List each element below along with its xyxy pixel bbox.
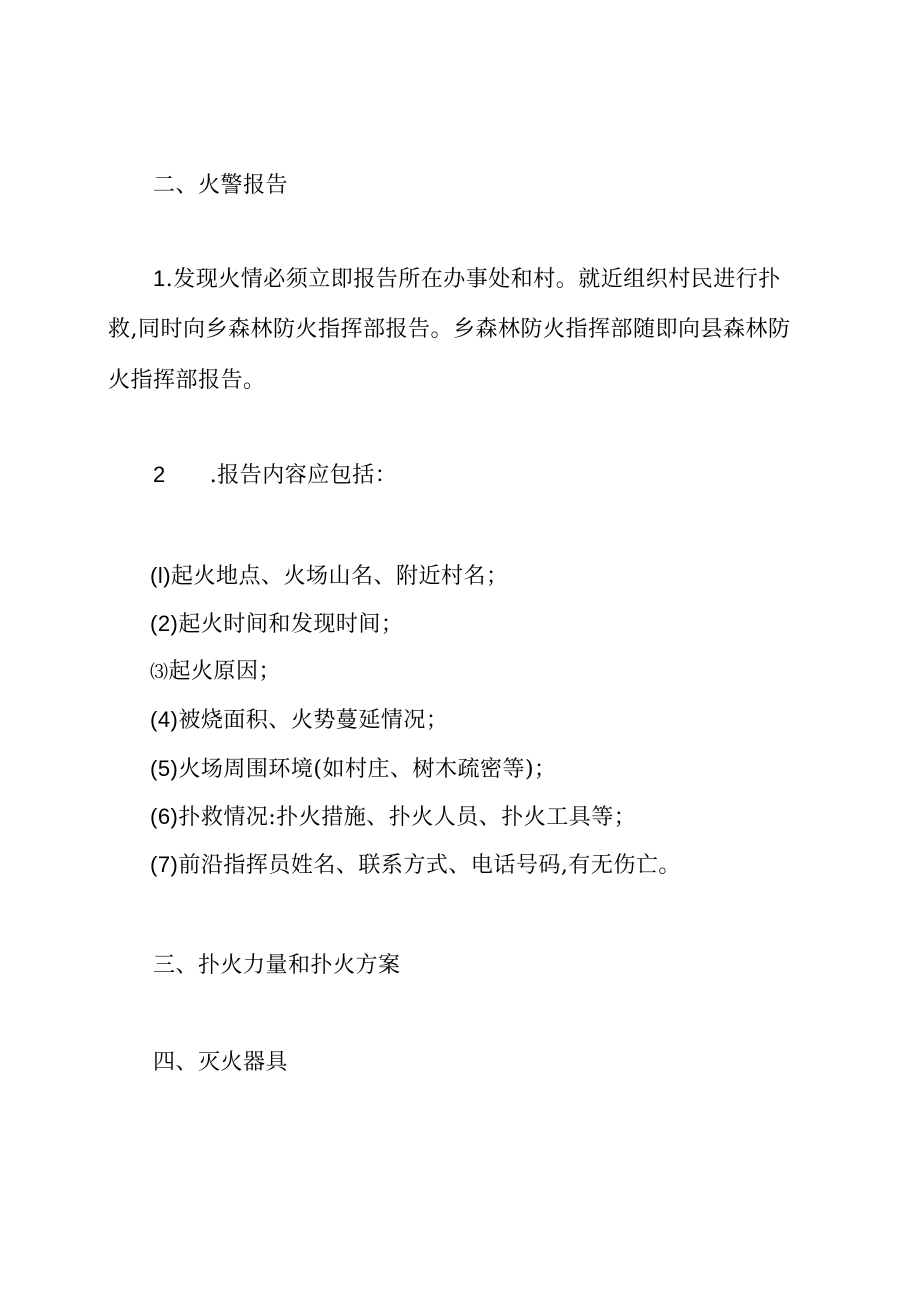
- list-item: [150, 803, 636, 832]
- para1-line3: 火指挥部报告。: [108, 368, 266, 393]
- para1-line2: 救,同时向乡森林防火指挥部报告。乡森林防火指挥部随即向县森林防: [108, 317, 791, 342]
- section-heading-fire-report: 二、火警报告: [153, 173, 289, 198]
- list-item: [150, 851, 681, 880]
- list-item-text: 起火原因；: [168, 659, 282, 684]
- list-item-marker: (4): [150, 707, 179, 732]
- para1-line1: [153, 265, 781, 294]
- list-item: [150, 610, 403, 639]
- section-heading-fire-equipment: 四、灭火器具: [153, 1050, 289, 1075]
- list-item: [150, 706, 448, 735]
- para1-number: 1: [153, 266, 166, 291]
- list-item-text: 扑救情况:扑火措施、扑火人员、扑火工具等；: [178, 805, 637, 830]
- list-item-text: 被烧面积、火势蔓延情况；: [178, 708, 449, 733]
- list-item-marker: (2): [150, 611, 179, 636]
- list-item-marker: (5): [150, 756, 179, 781]
- list-item-text: 前沿指挥员姓名、联系方式、电话号码,有无伤亡。: [178, 853, 681, 878]
- list-item-marker: (6): [150, 804, 179, 829]
- list-item: [150, 755, 557, 784]
- para1-line1-text: .发现火情必须立即报告所在办事处和村。就近组织村民进行扑: [165, 267, 781, 292]
- list-item: [150, 562, 509, 591]
- para2-text: .报告内容应包括：: [209, 463, 398, 488]
- list-item: [150, 658, 281, 687]
- list-item-text: 起火地点、火场山名、附近村名；: [171, 564, 509, 589]
- list-item-marker: (7): [150, 852, 179, 877]
- list-item-marker: ⑶: [150, 662, 169, 683]
- list-item-marker: (l): [150, 563, 172, 588]
- para2-line: [153, 461, 397, 490]
- para2-number: 2: [153, 462, 166, 487]
- list-item-text: 起火时间和发现时间；: [178, 612, 404, 637]
- section-heading-firefighting-plan: 三、扑火力量和扑火方案: [153, 953, 401, 978]
- list-item-text: 火场周围环境(如村庄、树木疏密等)；: [178, 757, 557, 782]
